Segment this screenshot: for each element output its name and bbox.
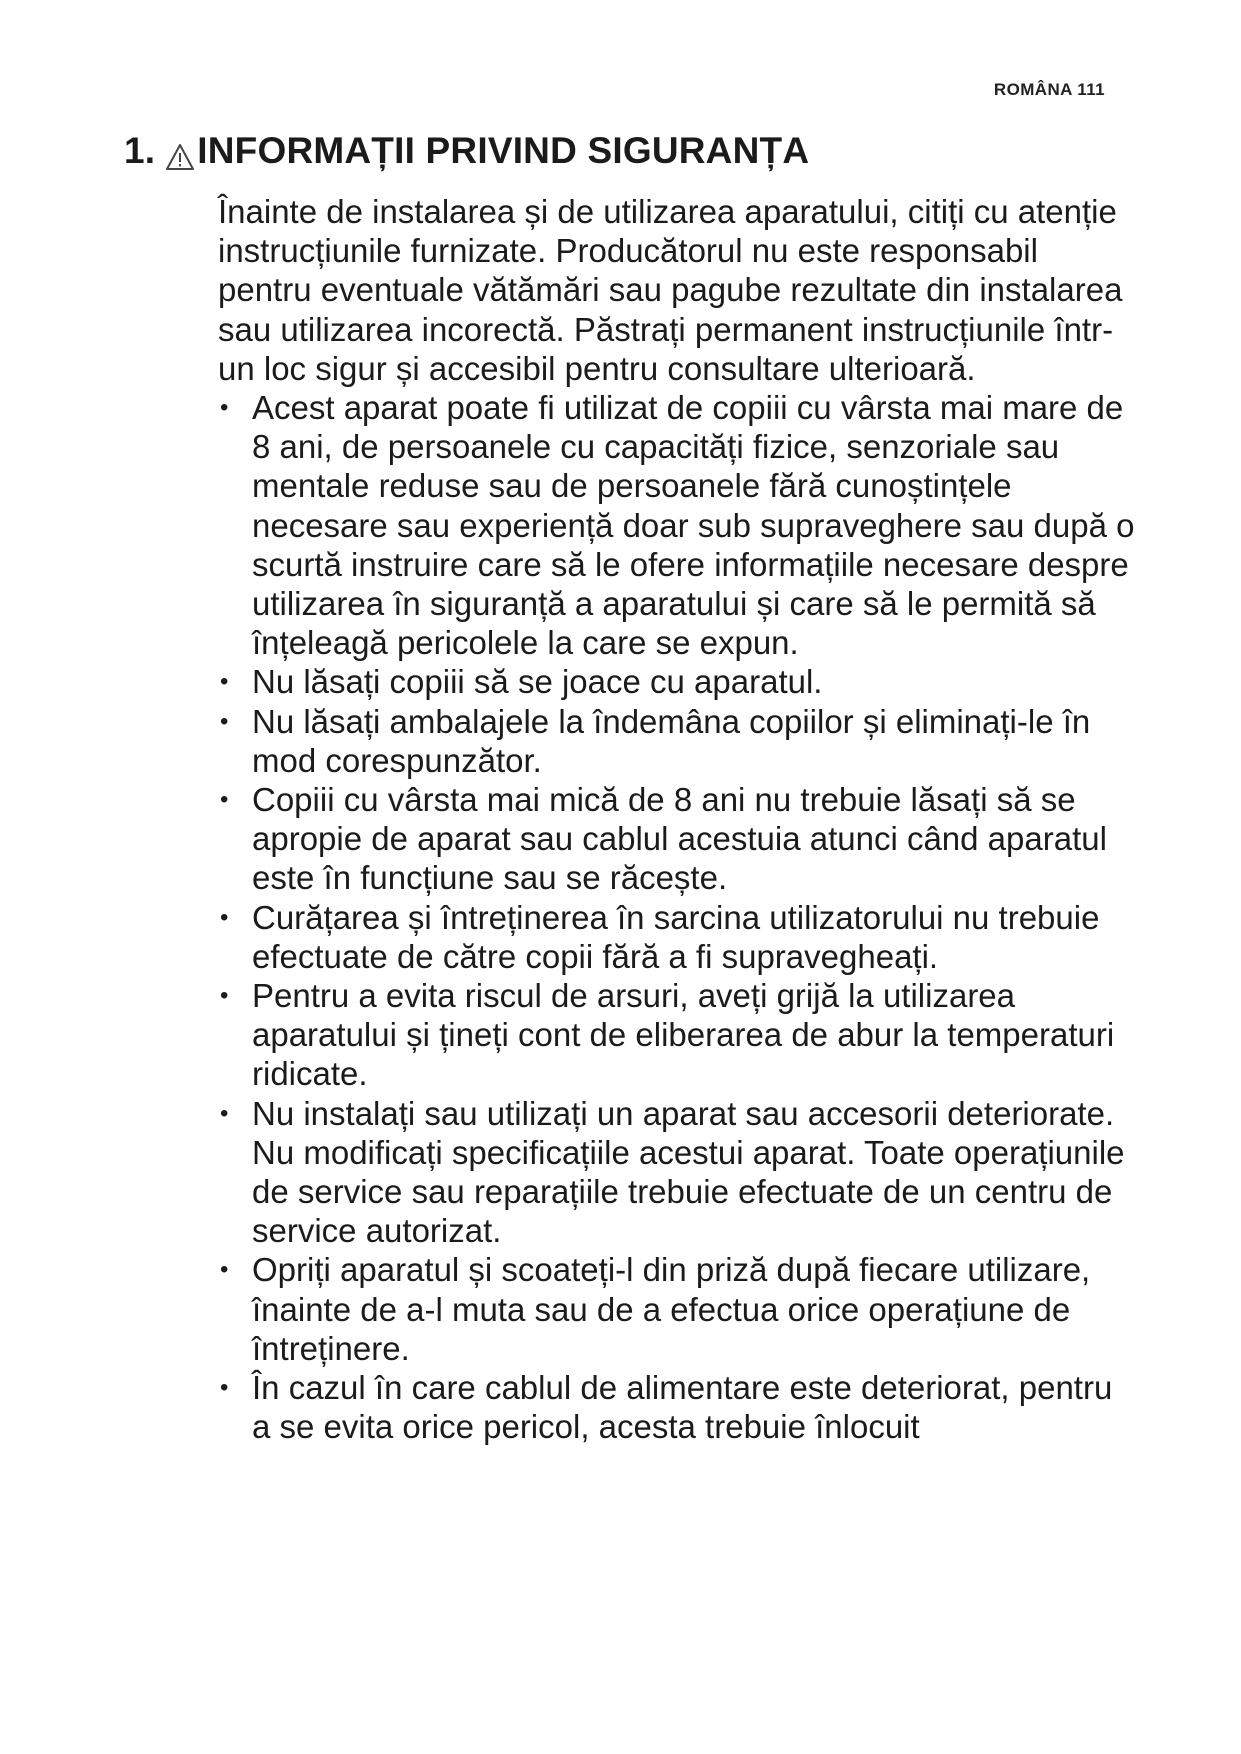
bullet-text: În cazul în care cablul de alimentare este deteriorat, pentru a se evita orice pericol, acesta trebuie înlocuit: [252, 1369, 1113, 1446]
list-item: [218, 702, 1138, 780]
bullet-dot: •: [220, 1374, 229, 1402]
bullet-text: Curățarea și întreținerea în sarcina utilizatorului nu trebuie efectuate de către copii fără a fi supravegheați.: [252, 898, 1100, 975]
warning-triangle-icon: [165, 138, 195, 166]
list-item: [218, 976, 1138, 1094]
bullet-text: Opriți aparatul și scoateți-l din priză după fiecare utilizare, înainte de a-l muta sau de a efectua orice operațiune de întreținere.: [252, 1251, 1091, 1367]
bullet-text: Copiii cu vârsta mai mică de 8 ani nu trebuie lăsați să se apropie de aparat sau cablul acestuia atunci când aparatul este în funcțiune sau se răcește.: [252, 781, 1107, 897]
safety-bullet-list: [218, 388, 1138, 1446]
section-title-text: INFORMAȚII PRIVIND SIGURANȚA: [197, 130, 810, 171]
list-item: [218, 1368, 1138, 1446]
bullet-text: Acest aparat poate fi utilizat de copiii cu vârsta mai mare de 8 ani, de persoanele cu capacități fizice, senzoriale sau mentale reduse sau de persoanele fără cunoștințele necesare sau experiență doar sub supraveghere sau după o scurtă instruire care să le ofere informațiile necesare despre utilizarea în siguranță a aparatului și care să le permită să înțeleagă pericolele la care se expun.: [252, 389, 1135, 662]
bullet-dot: •: [220, 707, 229, 735]
bullet-dot: •: [220, 903, 229, 931]
bullet-dot: •: [220, 394, 229, 422]
safety-content: [218, 192, 1138, 1447]
bullet-dot: •: [220, 1256, 229, 1284]
list-item: [218, 1250, 1138, 1368]
bullet-dot: •: [220, 982, 229, 1010]
list-item: [218, 662, 1138, 701]
bullet-text: Nu lăsați ambalajele la îndemâna copiilor și eliminați-le în mod corespunzător.: [252, 702, 1091, 779]
list-item: [218, 1094, 1138, 1251]
bullet-dot: •: [220, 1099, 229, 1127]
bullet-dot: •: [220, 668, 229, 696]
intro-paragraph: Înainte de instalarea și de utilizarea aparatului, citiți cu atenție instrucțiunile furnizate. Producătorul nu este responsabil pentru eventuale vătămări sau pagube rezultate din instalarea sau utilizarea incorectă. Păstrați permanent instrucțiunile într-un loc sigur și accesibil pentru consultare ulterioară.: [218, 193, 1123, 387]
list-item: [218, 780, 1138, 898]
list-item: [218, 388, 1138, 662]
bullet-text: Nu instalați sau utilizați un aparat sau accesorii deteriorate. Nu modificați specificațiile acestui aparat. Toate operațiunile de service sau reparațiile trebuie efectuate de un centru de service autorizat.: [252, 1094, 1125, 1250]
section-title: [124, 130, 809, 172]
list-item: [218, 898, 1138, 976]
bullet-dot: •: [220, 786, 229, 814]
section-number: 1.: [124, 130, 156, 171]
bullet-text: Nu lăsați copiii să se joace cu aparatul.: [252, 663, 823, 701]
running-header: ROMÂNA 111: [993, 80, 1105, 99]
bullet-text: Pentru a evita riscul de arsuri, aveți grijă la utilizarea aparatului și țineți cont de eliberarea de abur la temperaturi ridicate.: [252, 977, 1115, 1093]
